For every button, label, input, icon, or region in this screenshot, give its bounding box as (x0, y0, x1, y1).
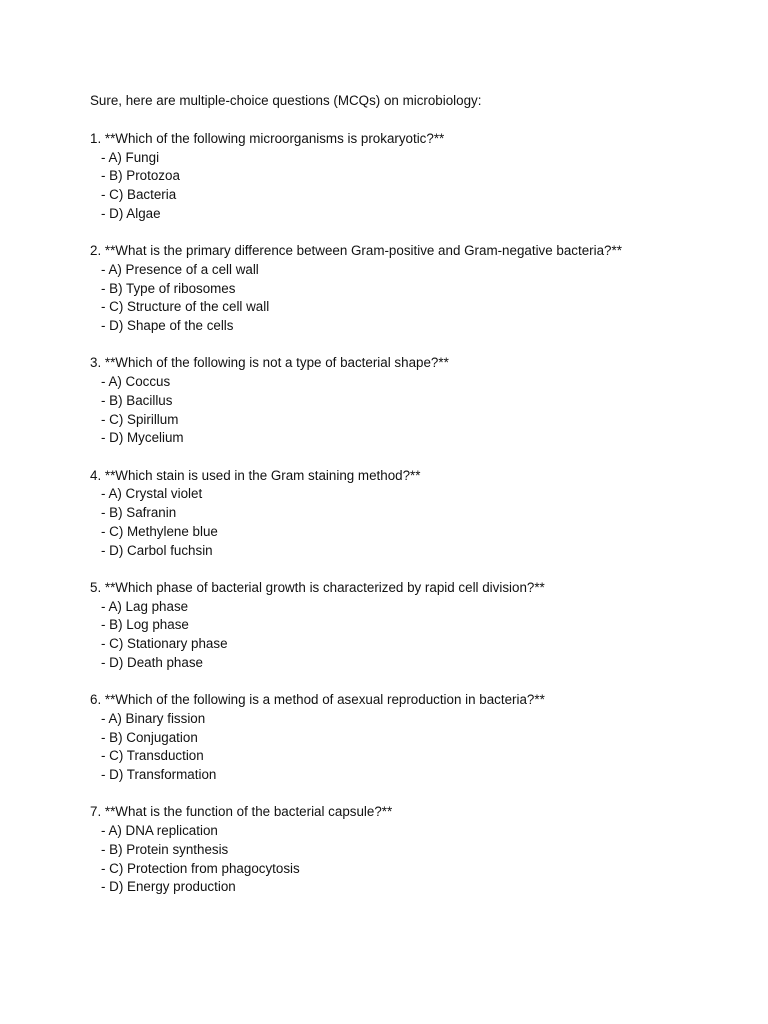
option-c: - C) Stationary phase (101, 636, 228, 651)
option-c: - C) Transduction (101, 748, 204, 764)
option-d: - D) Energy production (101, 879, 236, 895)
question-6 (90, 691, 730, 785)
option-b: - B) Log phase (101, 617, 189, 633)
intro-text: Sure, here are multiple-choice questions (MCQs) on microbiology: (90, 93, 482, 108)
option-d: - D) Transformation (101, 767, 217, 782)
question-1 (90, 130, 730, 224)
option-a: - A) Crystal violet (101, 486, 203, 502)
question-title: 7. **What is the function of the bacterial capsule?** (90, 804, 393, 820)
document-page (90, 92, 730, 916)
option-a: - A) DNA replication (101, 823, 218, 838)
option-list (90, 822, 730, 897)
question-title: 5. **Which phase of bacterial growth is characterized by rapid cell division?** (90, 579, 545, 595)
question-title: 6. **Which of the following is a method of asexual reproduction in bacteria?** (90, 692, 545, 707)
question-3 (90, 354, 730, 448)
question-2 (90, 242, 730, 336)
option-c: - C) Structure of the cell wall (101, 299, 270, 315)
option-a: - A) Binary fission (101, 710, 206, 726)
option-a: - A) Fungi (101, 149, 160, 165)
option-b: - B) Type of ribosomes (101, 280, 236, 296)
option-c: - C) Spirillum (101, 411, 179, 427)
question-title: 4. **Which stain is used in the Gram staining method?** (90, 467, 421, 483)
question-4 (90, 467, 730, 561)
option-list (90, 149, 730, 224)
option-d: - D) Algae (101, 205, 161, 221)
option-list (90, 598, 730, 673)
question-title: 1. **Which of the following microorganisms is prokaryotic?** (90, 130, 445, 146)
option-list (90, 710, 730, 785)
option-b: - B) Safranin (101, 505, 177, 520)
option-b: - B) Conjugation (101, 729, 198, 745)
option-list (90, 373, 730, 448)
option-list (90, 261, 730, 336)
option-b: - B) Protozoa (101, 168, 180, 184)
option-b: - B) Bacillus (101, 392, 173, 408)
option-d: - D) Mycelium (101, 430, 184, 446)
option-a: - A) Coccus (101, 374, 171, 389)
option-list (90, 485, 730, 560)
option-d: - D) Death phase (101, 654, 203, 670)
option-c: - C) Protection from phagocytosis (101, 860, 300, 876)
question-5 (90, 579, 730, 673)
question-title: 3. **Which of the following is not a type of bacterial shape?** (90, 355, 449, 371)
option-b: - B) Protein synthesis (101, 841, 229, 857)
option-c: - C) Bacteria (101, 187, 177, 202)
option-a: - A) Lag phase (101, 598, 189, 614)
option-c: - C) Methylene blue (101, 523, 218, 539)
option-d: - D) Shape of the cells (101, 318, 234, 333)
option-a: - A) Presence of a cell wall (101, 261, 259, 277)
option-d: - D) Carbol fuchsin (101, 542, 213, 558)
question-title: 2. **What is the primary difference between Gram-positive and Gram-negative bacteria?** (90, 243, 622, 258)
question-7 (90, 803, 730, 897)
